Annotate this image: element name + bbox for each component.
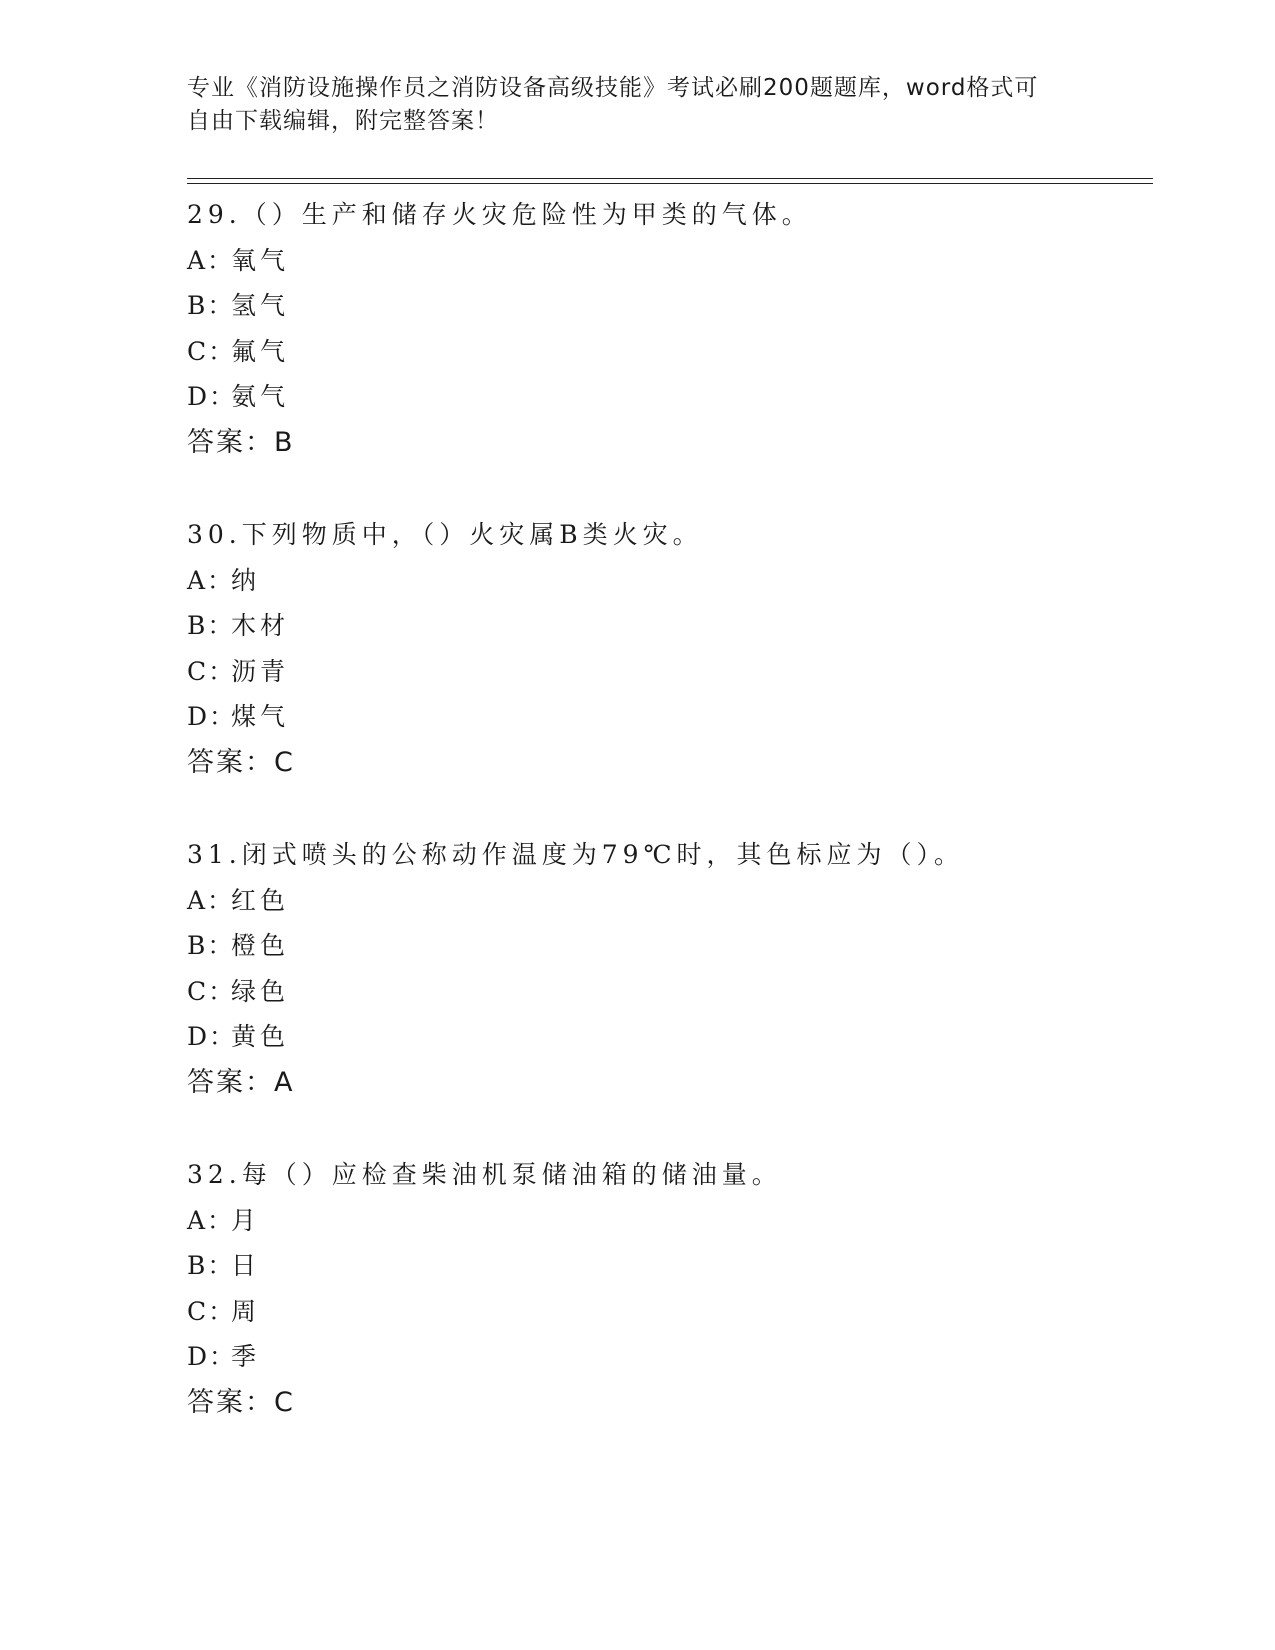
option-letter: A： [187,1205,235,1235]
header-divider-bottom [187,183,1153,184]
option-a [187,238,1153,284]
option-text: 黄色 [231,1022,290,1051]
option-text: 红色 [231,885,290,915]
question-32 [187,1152,1153,1425]
option-letter: C： [187,976,236,1006]
option-text: 木材 [231,611,290,640]
option-d [187,694,1153,740]
document-header [187,72,1087,138]
option-letter: D： [187,1022,237,1051]
header-divider-top [187,178,1153,179]
option-letter: B： [187,611,235,640]
option-letter: B： [187,291,235,320]
option-text: 周 [231,1296,261,1326]
option-letter: A： [187,565,235,595]
answer-line: 答案：B [187,426,295,458]
answer-line: 答案：C [187,1386,295,1418]
option-text: 煤气 [231,702,290,731]
option-c [187,969,1153,1015]
option-text: 氨气 [231,382,290,411]
option-text: 氟气 [231,336,290,366]
option-letter: D： [187,702,237,731]
question-stem: 31.闭式喷头的公称动作温度为79℃时，其色标应为（）。 [187,840,965,869]
option-d [187,1014,1153,1060]
option-letter: C： [187,1296,236,1326]
option-text: 橙色 [231,931,290,960]
option-b [187,603,1153,649]
option-letter: A： [187,885,235,915]
option-a [187,558,1153,604]
option-b [187,923,1153,969]
option-text: 氢气 [231,291,290,320]
question-stem: 29.（）生产和储存火灾危险性为甲类的气体。 [187,200,812,229]
option-text: 沥青 [231,656,290,686]
option-letter: C： [187,336,236,366]
answer-line: 答案：A [187,1066,295,1098]
option-letter: C： [187,656,236,686]
option-b [187,283,1153,329]
header-line-1: 专业《消防设施操作员之消防设备高级技能》考试必刷200题题库，word格式可 [187,75,1039,101]
option-letter: B： [187,931,235,960]
answer-line: 答案：C [187,746,295,778]
question-29 [187,192,1153,465]
header-line-2: 自由下载编辑，附完整答案！ [187,108,499,134]
option-letter: D： [187,382,237,411]
option-text: 氧气 [231,245,290,275]
option-c [187,649,1153,695]
question-stem: 30.下列物质中，（）火灾属B类火灾。 [187,520,703,549]
question-31 [187,832,1153,1105]
option-b [187,1243,1153,1289]
option-a [187,878,1153,924]
option-d [187,1334,1153,1380]
question-30 [187,512,1153,785]
option-text: 绿色 [231,976,290,1006]
option-text: 季 [231,1342,261,1371]
option-c [187,329,1153,375]
option-letter: B： [187,1251,235,1280]
option-a [187,1198,1153,1244]
option-d [187,374,1153,420]
option-letter: D： [187,1342,237,1371]
option-text: 纳 [231,565,261,595]
question-stem: 32.每（）应检查柴油机泵储油箱的储油量。 [187,1160,782,1189]
option-letter: A： [187,245,235,275]
option-text: 日 [231,1251,261,1280]
option-text: 月 [231,1205,261,1235]
option-c [187,1289,1153,1335]
